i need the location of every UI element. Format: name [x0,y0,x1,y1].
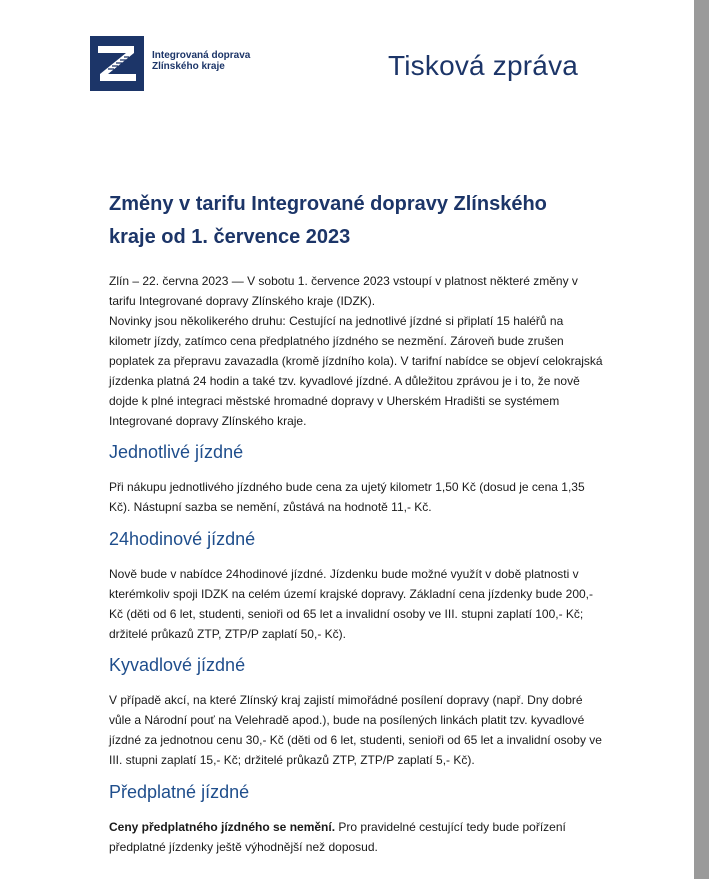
page-title: Změny v tarifu Integrované dopravy Zlínského kraje od 1. července 2023 [109,193,547,248]
section-heading-single-fare: Jednotlivé jízdné [109,442,244,462]
section-heading-24h-fare: 24hodinové jízdné [109,529,256,549]
section-text-single-fare: Při nákupu jednotlivého jízdného bude cena za ujetý kilometr 1,50 Kč (dosud je cena 1,35 Kč). Nástupní sazba se nemění, zůstává na hodnotě 11,- Kč. [109,480,585,514]
section-heading-shuttle-fare: Kyvadlové jízdné [109,655,246,675]
section-text-season-fare [109,817,605,857]
section-text-24h-fare: Nově bude v nabídce 24hodinové jízdné. Jízdenku bude možné využít v době platnosti v kterémkoliv spoji IDZK na celém území krajské dopravy. Základní cena jízdenky bude 200,- Kč (děti od 6 let, studenti, senioři od 65 let a invalidní osoby ve III. stupni zaplatí 100,- Kč; držitelé průkazů ZTP, ZTP/P zaplatí 50,- Kč). [109,567,593,641]
idzk-logo-mark [90,36,144,91]
section-text-season-fare-rest: Pro pravidelné cestující tedy bude pořízení předplatné jízdenky ještě výhodnější než doposud. [109,820,566,854]
logo-text-line1: Integrovaná doprava [152,50,251,61]
section-text-season-fare-bold: Ceny předplatného jízdného se nemění. [109,820,336,834]
press-release-heading: Tisková zpráva [388,50,579,81]
section-text-shuttle-fare: V případě akcí, na které Zlínský kraj zajistí mimořádné posílení dopravy (např. Dny dobré vůle a Národní pouť na Velehradě apod.), bude na posílených linkách platit tzv. kyvadlové jízdné za jednotnou cenu 30,- Kč (děti od 6 let, studenti, senioři od 65 let a invalidní osoby ve III. stupni zaplatí 15,- Kč; držitelé průkazů ZTP, ZTP/P zaplatí 5,- Kč). [109,693,602,767]
intro-paragraph-2: Novinky jsou několikerého druhu: Cestující na jednotlivé jízdné si připlatí 15 haléřů na kilometr jízdy, zatímco cena předplatného jízdného se nezmění. Zároveň bude zrušen poplatek za přepravu zavazadla (kromě jízdního kola). V tarifní nabídce se objeví celokrajská jízdenka platná 24 hodin a také tzv. kyvadlové jízdné. A důležitou zprávou je i to, že nově dojde k plné integraci městské hromadné dopravy v Uherském Hradišti se systémem Integrované dopravy Zlínského kraje. [109,314,603,428]
logo-text [152,50,250,72]
viewer-scroll-area[interactable] [694,0,709,879]
z-logo-icon [90,36,144,91]
logo-text-line2: Zlínského kraje [152,61,225,72]
section-heading-season-fare: Předplatné jízdné [109,782,250,802]
intro-paragraph-1: Zlín – 22. června 2023 — V sobotu 1. července 2023 vstoupí v platnost některé změny v tarifu Integrované dopravy Zlínského kraje (IDZK). [109,274,578,308]
